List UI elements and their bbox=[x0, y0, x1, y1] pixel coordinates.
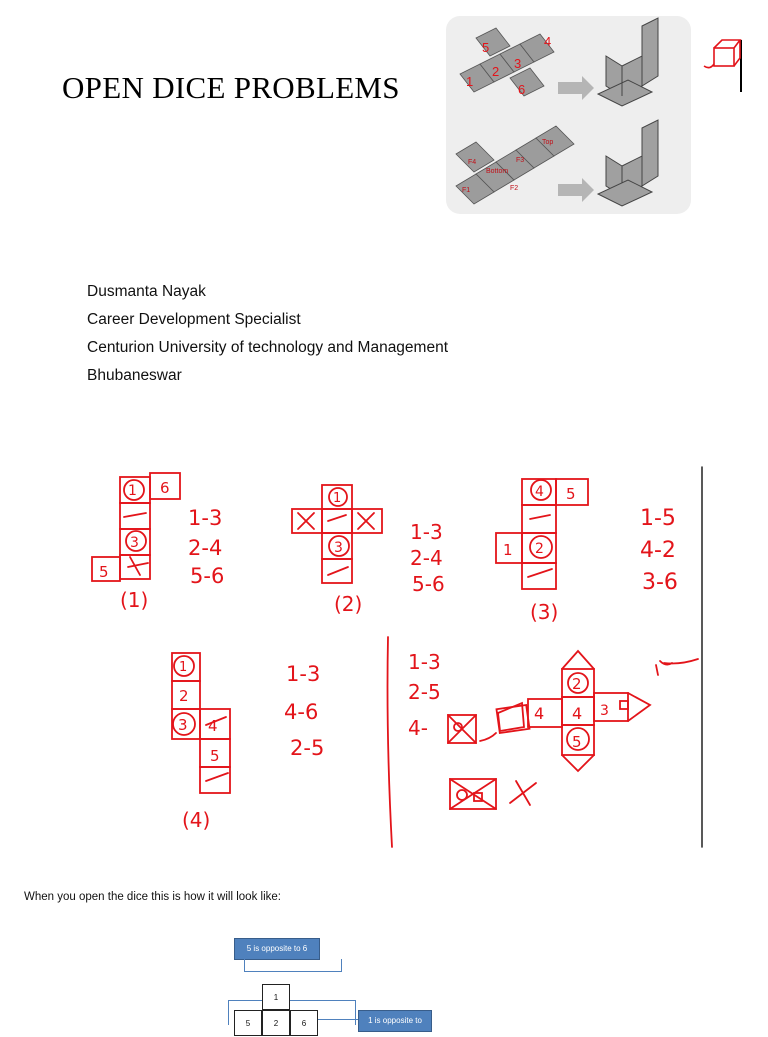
net2-label: (2) bbox=[334, 592, 363, 616]
handwritten-notes bbox=[0, 455, 768, 855]
net5-pair: 1-3 bbox=[408, 650, 441, 674]
author-block bbox=[87, 278, 448, 390]
net5-pair: 2-5 bbox=[408, 680, 441, 704]
net2-pair: 5-6 bbox=[412, 572, 445, 596]
net1-face: 1 bbox=[128, 483, 137, 499]
net4-pair: 4-6 bbox=[284, 700, 319, 724]
author-name: Dusmanta Nayak bbox=[87, 283, 206, 300]
net1-pair: 5-6 bbox=[190, 564, 225, 588]
caption-text: When you open the dice this is how it will look like: bbox=[24, 891, 281, 903]
net4-face: 5 bbox=[210, 747, 220, 765]
top-net-number: 1 bbox=[466, 74, 474, 89]
net2-pair: 1-3 bbox=[410, 520, 443, 544]
bottom-net-label: F2 bbox=[510, 185, 519, 192]
net5-face: 5 bbox=[572, 733, 582, 751]
net2-pair: 2-4 bbox=[410, 546, 443, 570]
cube-sketch bbox=[700, 36, 746, 76]
net3-pair: 4-2 bbox=[640, 538, 676, 563]
bottom-net-label: Top bbox=[542, 139, 554, 146]
net2-face: 1 bbox=[333, 491, 342, 506]
net4-face: 1 bbox=[179, 660, 188, 675]
net1-face: 5 bbox=[99, 563, 109, 581]
net4-pair: 1-3 bbox=[286, 662, 321, 686]
net3-face: 1 bbox=[503, 541, 513, 559]
net1-label: (1) bbox=[120, 588, 149, 612]
net4-face: 3 bbox=[178, 716, 188, 734]
connector-line bbox=[244, 959, 342, 972]
top-net-number: 4 bbox=[544, 34, 552, 49]
page-title: OPEN DICE PROBLEMS bbox=[62, 70, 400, 105]
top-net-number: 3 bbox=[514, 56, 522, 71]
net3-pair: 3-6 bbox=[642, 570, 678, 595]
net5-face: 4 bbox=[572, 704, 583, 723]
net2-face: 3 bbox=[334, 540, 343, 556]
net5-face: 4 bbox=[534, 704, 545, 723]
net4-label: (4) bbox=[182, 808, 211, 832]
net-cell: 5 bbox=[234, 1010, 262, 1036]
bottom-net-label: F1 bbox=[462, 187, 471, 194]
top-net-number: 6 bbox=[518, 82, 526, 97]
net3-face: 2 bbox=[535, 541, 544, 557]
net5-face: 2 bbox=[572, 675, 582, 693]
bottom-net-label: F3 bbox=[516, 157, 525, 164]
top-net-number: 2 bbox=[492, 64, 500, 79]
author-institution: Centurion University of technology and Management bbox=[87, 339, 449, 356]
net1-pair: 1-3 bbox=[188, 506, 223, 530]
opposite-label-top: 5 is opposite to 6 bbox=[234, 938, 320, 960]
net1-face: 3 bbox=[130, 535, 139, 551]
net4-pair: 2-5 bbox=[290, 736, 325, 760]
net3-label: (3) bbox=[530, 600, 559, 624]
author-role: Career Development Specialist bbox=[87, 311, 301, 328]
net-cell: 6 bbox=[290, 1010, 318, 1036]
dice-net-diagram bbox=[200, 930, 500, 1028]
net3-pair: 1-5 bbox=[640, 506, 676, 531]
author-city: Bhubaneswar bbox=[87, 367, 182, 384]
net3-face: 5 bbox=[566, 485, 576, 503]
connector-line bbox=[318, 1019, 360, 1020]
net4-face: 4 bbox=[208, 717, 218, 735]
net1-pair: 2-4 bbox=[188, 536, 223, 560]
net3-face: 4 bbox=[535, 484, 544, 500]
net5-face: 3 bbox=[600, 703, 609, 719]
net5-pair: 4- bbox=[408, 716, 428, 740]
opposite-label-right: 1 is opposite to bbox=[358, 1010, 432, 1032]
bottom-net-label: F4 bbox=[468, 159, 477, 166]
net1-face: 6 bbox=[160, 479, 170, 497]
top-net-number: 5 bbox=[482, 40, 490, 55]
net-cell: 2 bbox=[262, 1010, 290, 1036]
net-folding-illustration bbox=[446, 16, 691, 214]
net-cell: 1 bbox=[262, 984, 290, 1010]
net4-face: 2 bbox=[179, 687, 189, 705]
bottom-net-label: Bottom bbox=[486, 168, 509, 175]
